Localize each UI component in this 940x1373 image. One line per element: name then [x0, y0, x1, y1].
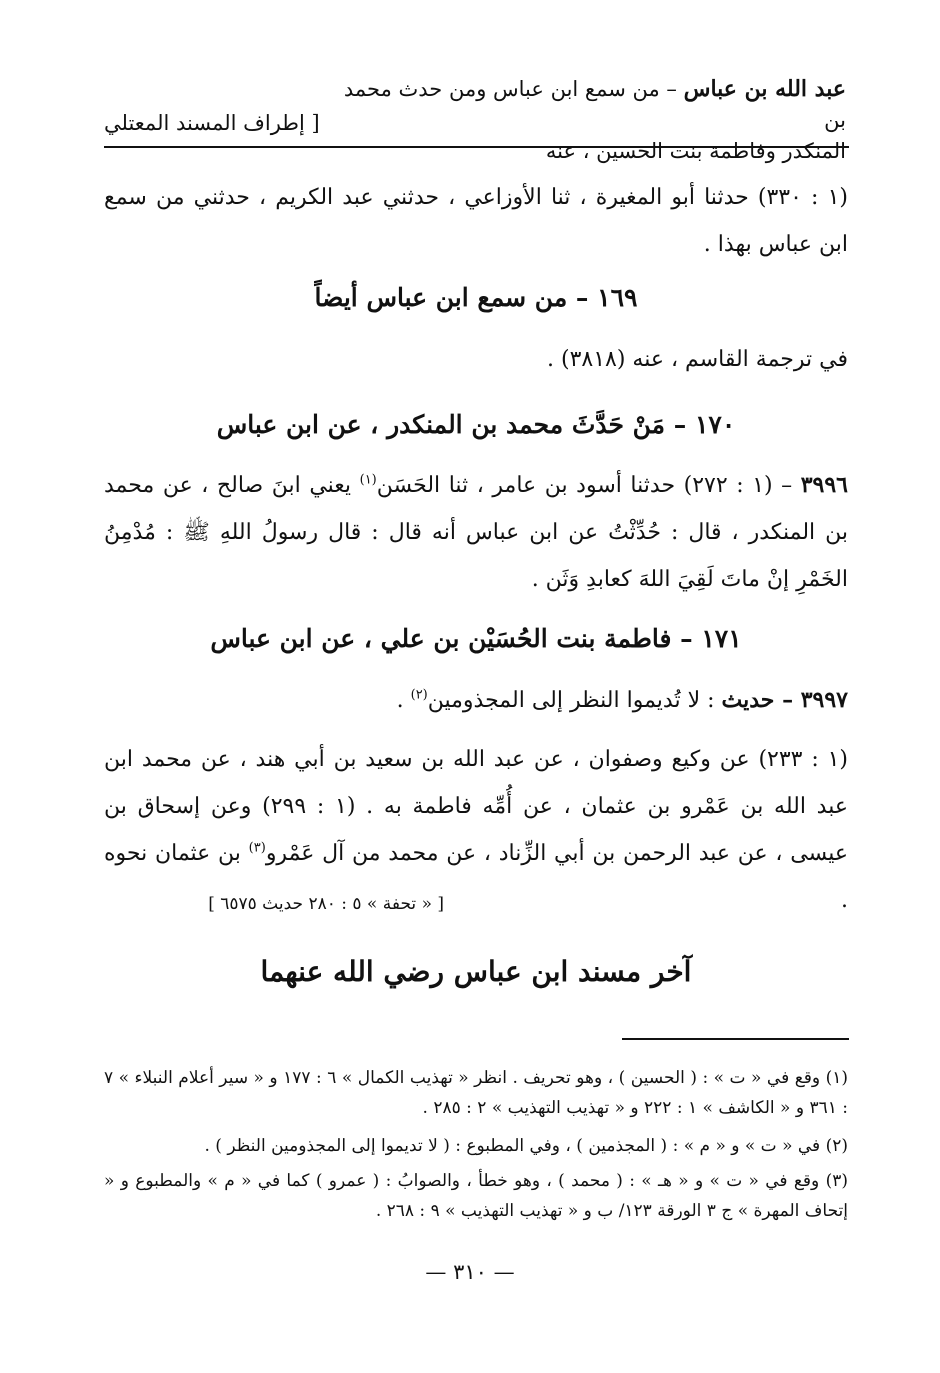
footnote-ref-3: (٣) — [248, 840, 266, 856]
book-title: [ إطراف المسند المعتلي — [104, 111, 320, 135]
footnote-2: (٢) في « ت » و « م » : ( المجذمين ) ، وفي المطبوع : ( لا تديموا إلى المجذومين النظر ) . — [204, 1136, 848, 1156]
footnote-ref-1: (١) — [359, 472, 377, 488]
hadith-3997-label: – حديث — [721, 687, 801, 713]
section-169-title: ١٦٩ – من سمع ابن عباس أيضاً — [314, 283, 638, 312]
closing-title: آخر مسند ابن عباس رضي الله عنهما — [260, 955, 692, 988]
section-170-title: ١٧٠ – مَنْ حَدَّثَ محمد بن المنكدر ، عن ابن عباس — [216, 410, 736, 439]
hadith-3997-chain-b: بن عثمان نحوه . — [104, 841, 848, 913]
page-number: — ٣١٠ — — [425, 1260, 515, 1284]
hadith-3996 — [104, 462, 848, 603]
hadith-3996-text-a: – (١ : ٢٧٢) حدثنا أسود بن عامر ، ثنا الحَسَن — [376, 473, 801, 498]
hadith-3996-text-b: يعني ابنَ صالح ، عن محمد بن المنكدر ، قال : حُدِّثْتُ عن ابن عباس أنه قال : قال رسولُ اللهِ ﷺ : مُدْمِنُ الخَمْرِ إنْ ماتَ لَقِيَ اللهَ كعابدِ وَثَن . — [104, 473, 848, 592]
section-171-title: ١٧١ – فاطمة بنت الحُسَيْن بن علي ، عن ابن عباس — [210, 624, 742, 653]
header-line-2: المنكدر وفاطمة بنت الحسين ، عنه — [545, 139, 846, 163]
footnote-3: (٣) وقع في « ت » و « هـ » : ( محمد ) ، وهو خطأ ، والصوابُ : ( عمرو ) كما في « م » والمطبوع و « إتحاف المهرة » ج ٣ الورقة ١٢٣/ ب و « تهذيب التهذيب » ٩ : ٢٦٨ . — [104, 1171, 848, 1221]
header-line-1 — [326, 74, 846, 136]
header-line-1-rest: – من سمع ابن عباس ومن حدث محمد بن — [343, 77, 846, 132]
section-169-text: في ترجمة القاسم ، عنه (٣٨١٨) . — [546, 347, 848, 372]
intro-paragraph: (١ : ٣٣٠) حدثنا أبو المغيرة ، ثنا الأوزاعي ، حدثني عبد الكريم ، حدثني من سمع ابن عباس بهذا . — [104, 185, 848, 257]
footnote-ref-2: (٢) — [410, 687, 428, 703]
hadith-3997-chain-a: (١ : ٢٣٣) عن وكيع وصفوان ، عن عبد الله بن سعيد بن أبي هند ، عن محمد ابن عبد الله بن عَمْرو بن عثمان ، عن أُمِّه فاطمة به . (١ : ٢٩٩) وعن إسحاق بن عيسى ، عن عبد الرحمن بن أبي الزِّناد ، عن محمد من آل عَمْرو — [104, 747, 848, 866]
hadith-3997 — [104, 677, 848, 724]
header-author: عبد الله بن عباس — [683, 76, 846, 102]
hadith-3997-number: ٣٩٩٧ — [800, 687, 848, 713]
hadith-3996-number: ٣٩٩٦ — [800, 472, 848, 498]
footnote-rule — [622, 1038, 849, 1040]
header-rule — [104, 146, 849, 148]
hadith-3997-end: . — [396, 688, 411, 713]
running-header-right — [326, 74, 846, 167]
tohfa-reference: [ « تحفة » ٥ : ٢٨٠ حديث ٦٥٧٥ ] — [208, 894, 444, 914]
footnote-1: (١) وقع في « ت » : ( الحسين ) ، وهو تحريف . انظر « تهذيب الكمال » ٦ : ١٧٧ و « سير أعلام النبلاء » ٧ : ٣٦١ و « الكاشف » ١ : ٢٢٢ و « تهذيب التهذيب » ٢ : ٢٨٥ . — [104, 1068, 848, 1118]
hadith-3997-text: : لا تُديموا النظر إلى المجذومين — [427, 688, 722, 713]
